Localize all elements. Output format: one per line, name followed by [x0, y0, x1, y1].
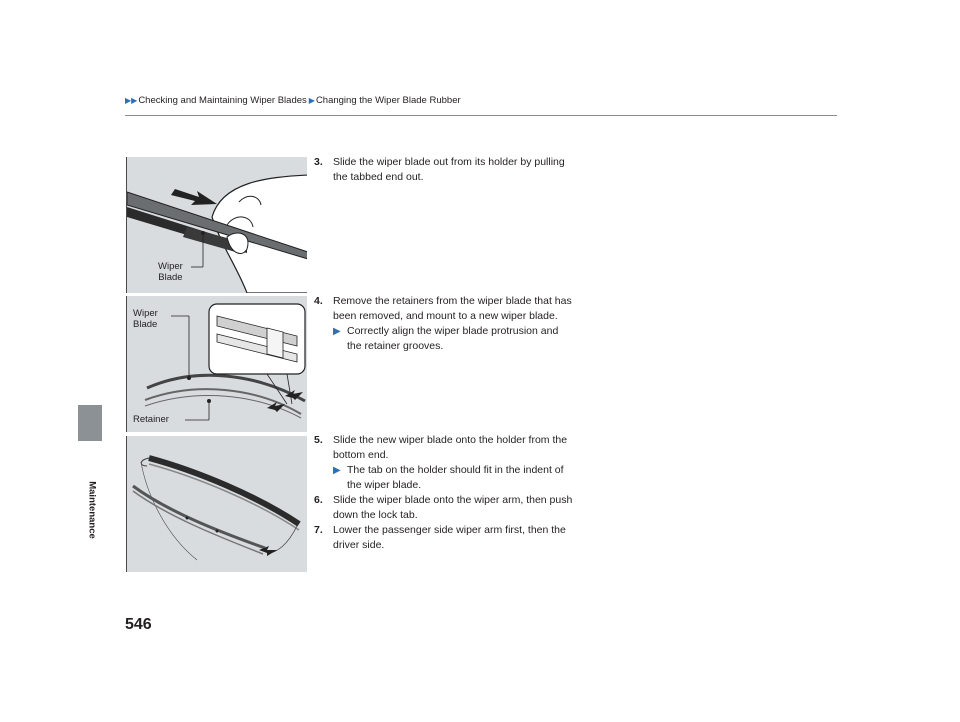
page-number: 546 [125, 616, 152, 633]
figure-slide-blade-out [126, 157, 307, 293]
step-text: Remove the retainers from the wiper blade that has been removed, and mount to a new wiper blade. [333, 295, 572, 322]
wiper-blade-label: Wiper Blade [133, 308, 158, 330]
step-7 [314, 523, 574, 553]
wiper-holder-illustration [127, 157, 307, 293]
step-number: 3. [314, 156, 323, 168]
step-3 [314, 155, 574, 185]
breadcrumb-item[interactable]: Changing the Wiper Blade Rubber [315, 95, 461, 106]
step-text: Lower the passenger side wiper arm first, then the driver side. [333, 524, 566, 551]
new-blade-illustration [127, 436, 307, 572]
note-arrow-icon: ▶ [333, 465, 341, 476]
step-text: Slide the wiper blade out from its holder by pulling the tabbed end out. [333, 156, 565, 183]
header-divider [125, 115, 837, 116]
figure-slide-new-blade [126, 436, 307, 572]
step-number: 5. [314, 434, 323, 446]
note-arrow-icon: ▶ [333, 326, 341, 337]
note-text: Correctly align the wiper blade protrusion and the retainer grooves. [347, 325, 559, 352]
breadcrumb [125, 95, 461, 106]
breadcrumb-arrow-icon: ▶ [308, 96, 315, 105]
step-number: 7. [314, 524, 323, 536]
breadcrumb-arrow-icon: ▶▶ [125, 96, 138, 105]
wiper-blade-label: Wiper Blade [158, 261, 183, 283]
step-number: 4. [314, 295, 323, 307]
note-text: The tab on the holder should fit in the indent of the wiper blade. [347, 464, 564, 491]
section-tab-label: Maintenance [86, 481, 98, 539]
step-4 [314, 294, 574, 354]
breadcrumb-item[interactable]: Checking and Maintaining Wiper Blades [138, 95, 307, 106]
step-text: Slide the wiper blade onto the wiper arm, then push down the lock tab. [333, 494, 573, 521]
step-text: Slide the new wiper blade onto the holder from the bottom end. [333, 434, 568, 461]
step-number: 6. [314, 494, 323, 506]
retainer-label: Retainer [133, 414, 169, 425]
section-tab-marker [78, 405, 102, 441]
step-5 [314, 433, 574, 553]
figure-remove-retainers [126, 296, 307, 432]
step-6 [314, 493, 574, 523]
